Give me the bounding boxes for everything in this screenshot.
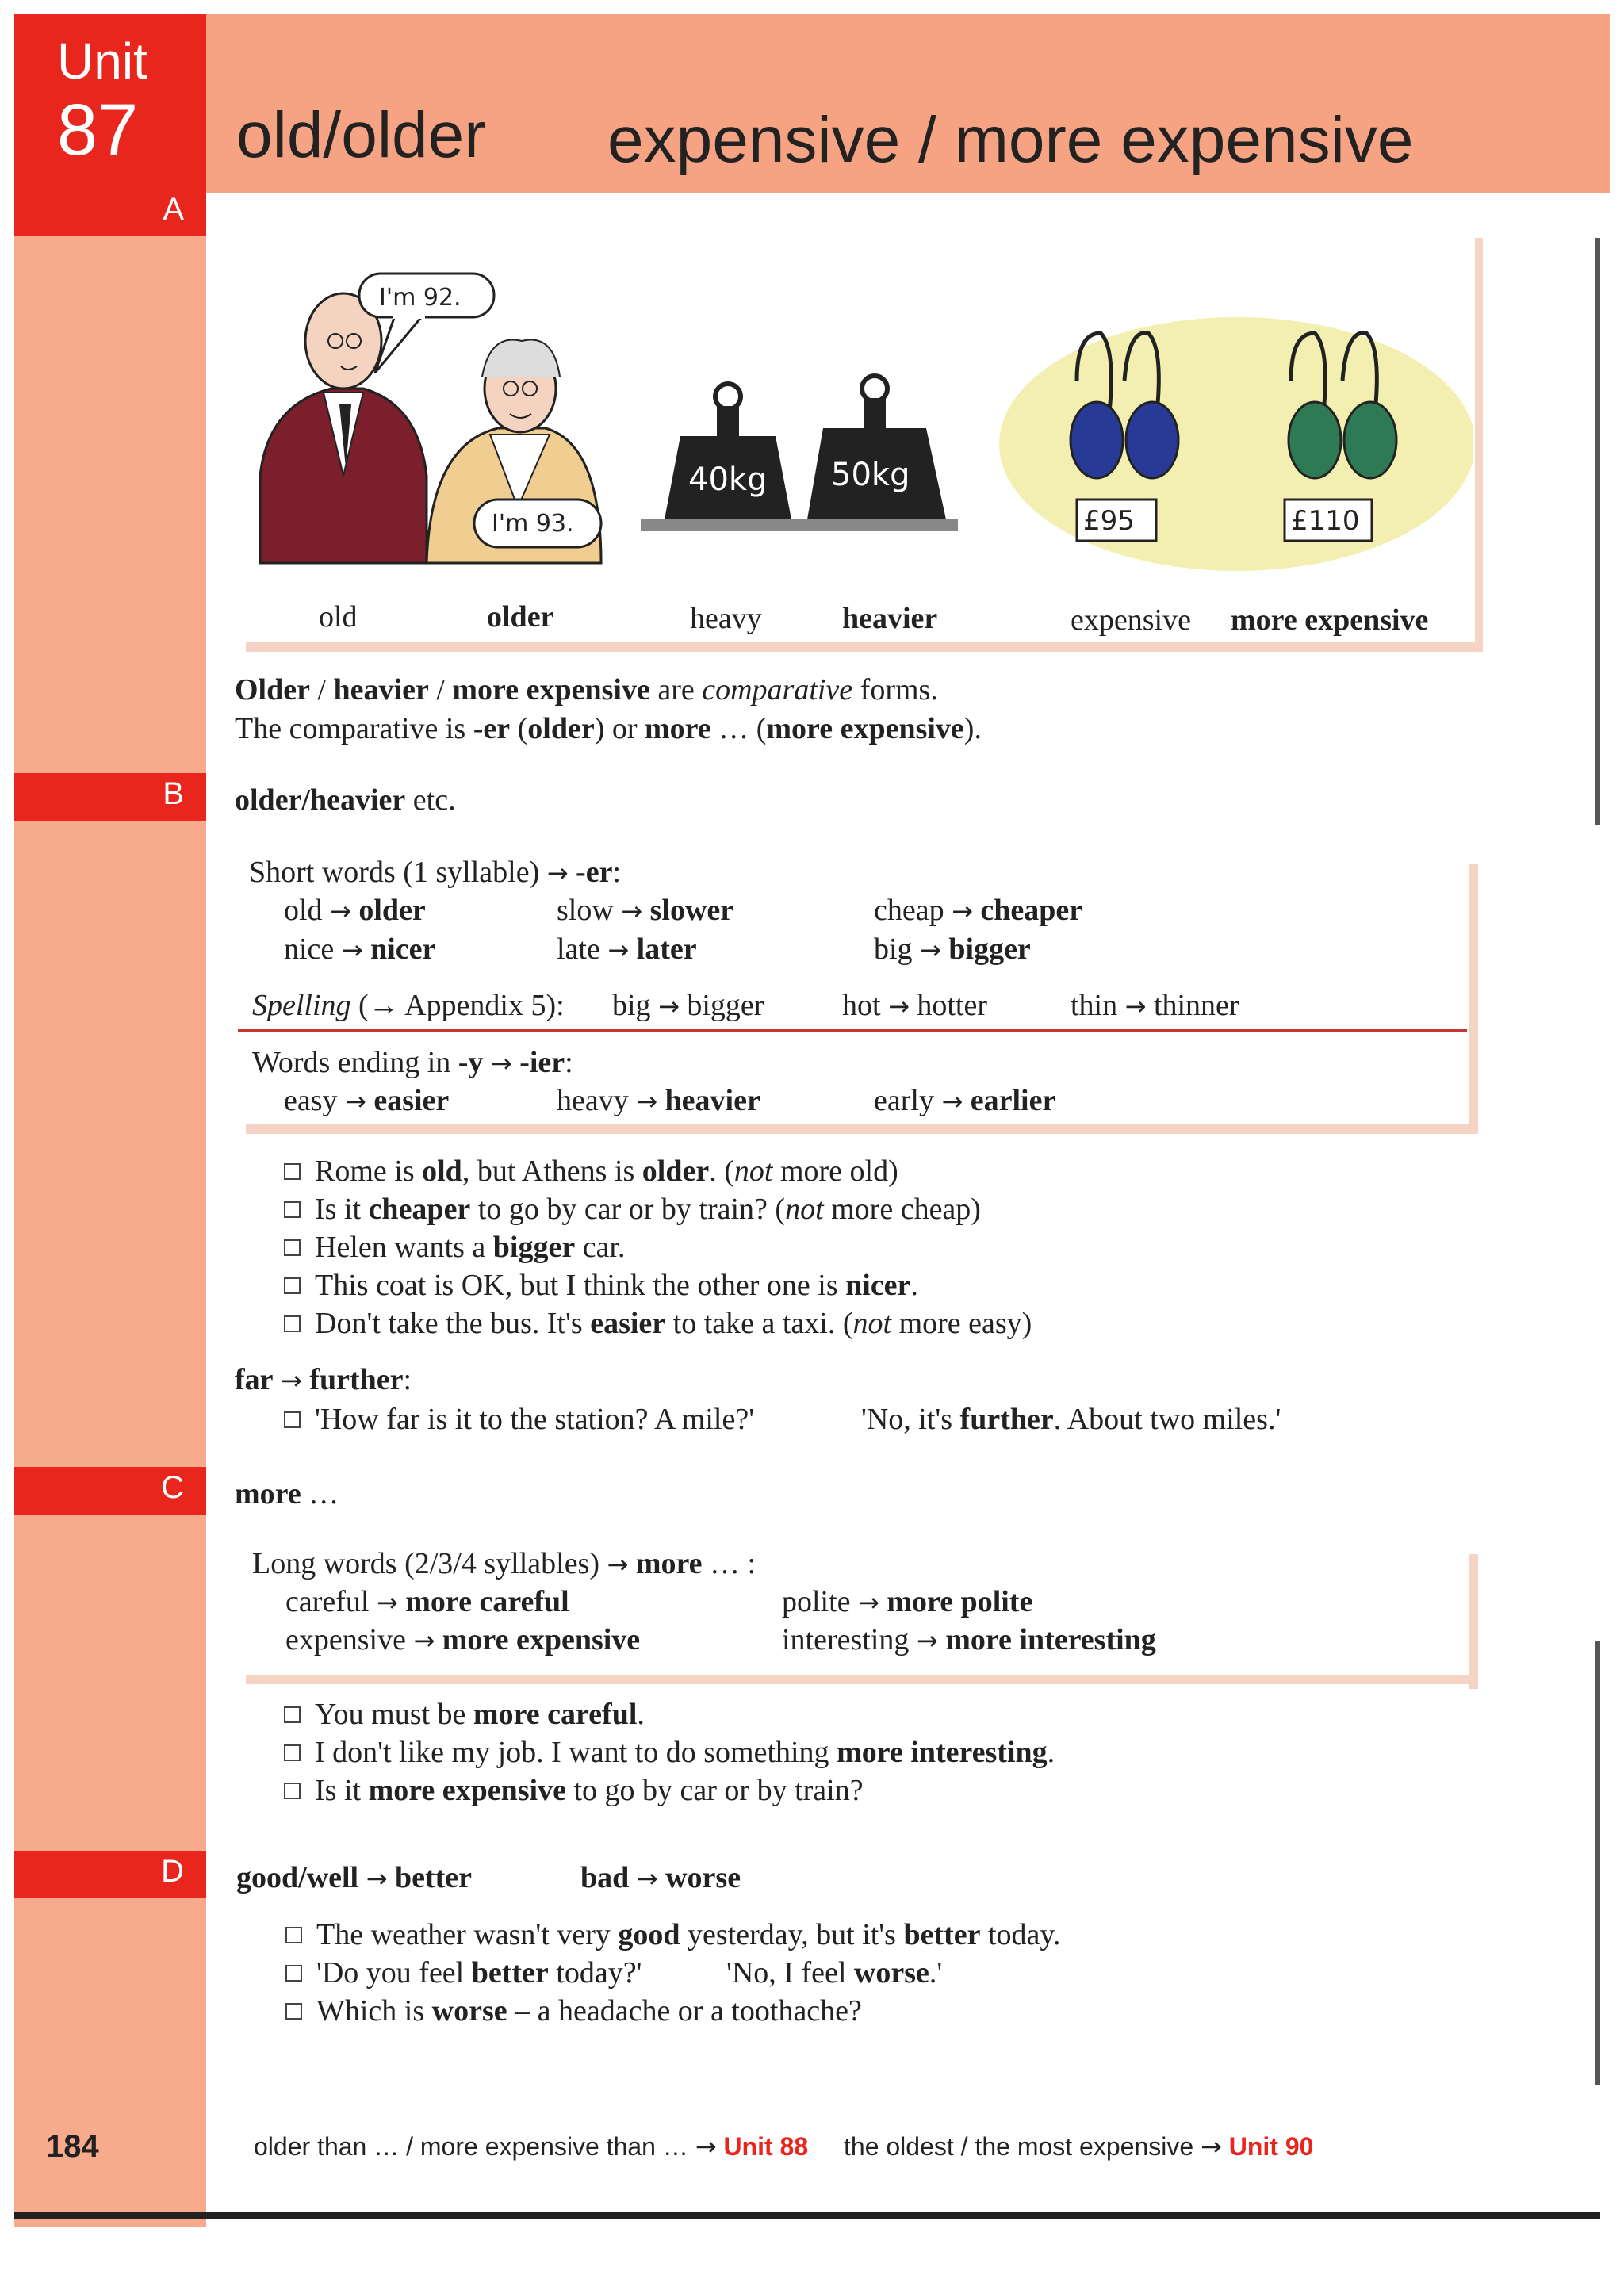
box-shadow xyxy=(246,1124,1478,1134)
unit-number: 87 xyxy=(57,90,139,170)
page-number: 184 xyxy=(46,2129,99,2164)
example-reply: 'No, it's further. About two miles.' xyxy=(861,1403,1281,1436)
old-woman-figure xyxy=(427,339,601,563)
spelling-pair: thin → thinner xyxy=(1071,989,1239,1022)
example-sentence: I don't like my job. I want to do something more interesting. xyxy=(284,1735,1055,1770)
comparative-pair: slow → slower xyxy=(557,894,734,927)
comparative-pair: old → older xyxy=(284,894,426,927)
cross-reference-right: the oldest / the most expensive → Unit 90 xyxy=(844,2131,1314,2162)
long-words-intro: Long words (2/3/4 syllables) → more … : xyxy=(252,1547,756,1580)
comparative-pair: early → earlier xyxy=(874,1084,1056,1117)
comparative-pair: careful → more careful xyxy=(285,1585,569,1618)
spelling-pair: hot → hotter xyxy=(842,989,988,1022)
box-shadow xyxy=(1469,1554,1478,1689)
bottom-rule xyxy=(14,2212,1600,2219)
y-ending-intro: Words ending in -y → -ier: xyxy=(252,1046,573,1079)
example-sentence: You must be more careful. xyxy=(284,1697,645,1732)
box-divider xyxy=(238,1029,1467,1032)
spelling-pair: big → bigger xyxy=(612,989,764,1022)
example-sentence: Don't take the bus. It's easier to take a taxi. (not more easy) xyxy=(284,1306,1032,1341)
example-sentence: Helen wants a bigger car. xyxy=(284,1230,626,1265)
example-sentence: 'How far is it to the station? A mile?' xyxy=(284,1402,754,1437)
illustration-shadow xyxy=(1475,238,1483,650)
svg-text:£95: £95 xyxy=(1083,505,1135,537)
svg-text:40kg: 40kg xyxy=(688,461,768,498)
example-sentence: The weather wasn't very good yesterday, but it's better today. xyxy=(285,1917,1060,1952)
section-d-heading: good/well → better xyxy=(236,1861,472,1894)
shoes xyxy=(999,317,1473,571)
svg-text:I'm 92.: I'm 92. xyxy=(379,284,462,312)
unit-90-link[interactable]: Unit 90 xyxy=(1228,2132,1314,2161)
comparative-pair: easy → easier xyxy=(284,1084,450,1117)
example-sentence: Rome is old, but Athens is older. (not more old) xyxy=(284,1154,898,1189)
example-sentence: Is it cheaper to go by car or by train? (not more cheap) xyxy=(284,1192,981,1227)
comparative-pair: cheap → cheaper xyxy=(874,894,1083,927)
example-reply: 'No, I feel worse.' xyxy=(726,1956,943,1989)
comparative-pair: interesting → more interesting xyxy=(782,1623,1156,1656)
page-title-right: expensive / more expensive xyxy=(607,104,1414,176)
section-c-heading: more … xyxy=(235,1477,339,1511)
comparative-pair: late → later xyxy=(557,932,697,966)
svg-text:50kg: 50kg xyxy=(831,457,910,493)
example-sentence: Is it more expensive to go by car or by train? xyxy=(284,1773,864,1808)
section-marker-d: D xyxy=(14,1851,206,1898)
comparative-pair: polite → more polite xyxy=(782,1585,1033,1618)
page-title-left: old/older xyxy=(236,99,486,171)
comparative-definition: Older / heavier / more expensive are comparative forms. xyxy=(235,673,938,707)
section-marker-c: C xyxy=(14,1467,206,1515)
weights xyxy=(641,376,958,531)
picture-label: expensive xyxy=(1071,603,1191,637)
example-sentence: 'Do you feel better today?' xyxy=(285,1955,642,1990)
section-d-heading-bad: bad → worse xyxy=(580,1861,741,1894)
comparative-pair: heavy → heavier xyxy=(557,1084,760,1117)
edge-bar xyxy=(1595,1641,1600,2085)
unit-label: Unit xyxy=(57,33,147,90)
cross-reference-left: older than … / more expensive than … → Unit 88 xyxy=(254,2131,809,2162)
example-sentence: Which is worse – a headache or a toothache? xyxy=(285,1993,862,2028)
short-words-intro: Short words (1 syllable) → -er: xyxy=(249,856,621,889)
picture-label: heavier xyxy=(842,602,938,635)
section-b-heading: older/heavier etc. xyxy=(235,783,456,817)
box-shadow xyxy=(246,1675,1478,1684)
far-further-heading: far → further: xyxy=(235,1363,412,1396)
svg-text:I'm 93.: I'm 93. xyxy=(492,510,574,538)
picture-label: heavy xyxy=(690,602,762,635)
comparative-pair: expensive → more expensive xyxy=(285,1623,641,1656)
svg-text:£110: £110 xyxy=(1291,505,1360,537)
picture-label: older xyxy=(487,600,554,634)
example-sentence: This coat is OK, but I think the other one is nicer. xyxy=(284,1268,918,1303)
comparative-pair: big → bigger xyxy=(874,932,1031,966)
illustration-shadow xyxy=(246,642,1483,652)
unit-88-link[interactable]: Unit 88 xyxy=(723,2132,809,2161)
box-shadow xyxy=(1469,864,1478,1134)
picture-label: old xyxy=(319,600,358,634)
comparative-rule: The comparative is -er (older) or more … (more expensive). xyxy=(235,712,982,745)
section-marker-b: B xyxy=(14,773,206,821)
section-marker-a: A xyxy=(14,189,206,236)
comparative-pair: nice → nicer xyxy=(284,932,436,966)
illustration xyxy=(236,238,1473,579)
edge-bar xyxy=(1595,238,1600,825)
spelling-note: Spelling (→ Appendix 5): xyxy=(252,989,565,1022)
picture-label: more expensive xyxy=(1231,603,1429,637)
